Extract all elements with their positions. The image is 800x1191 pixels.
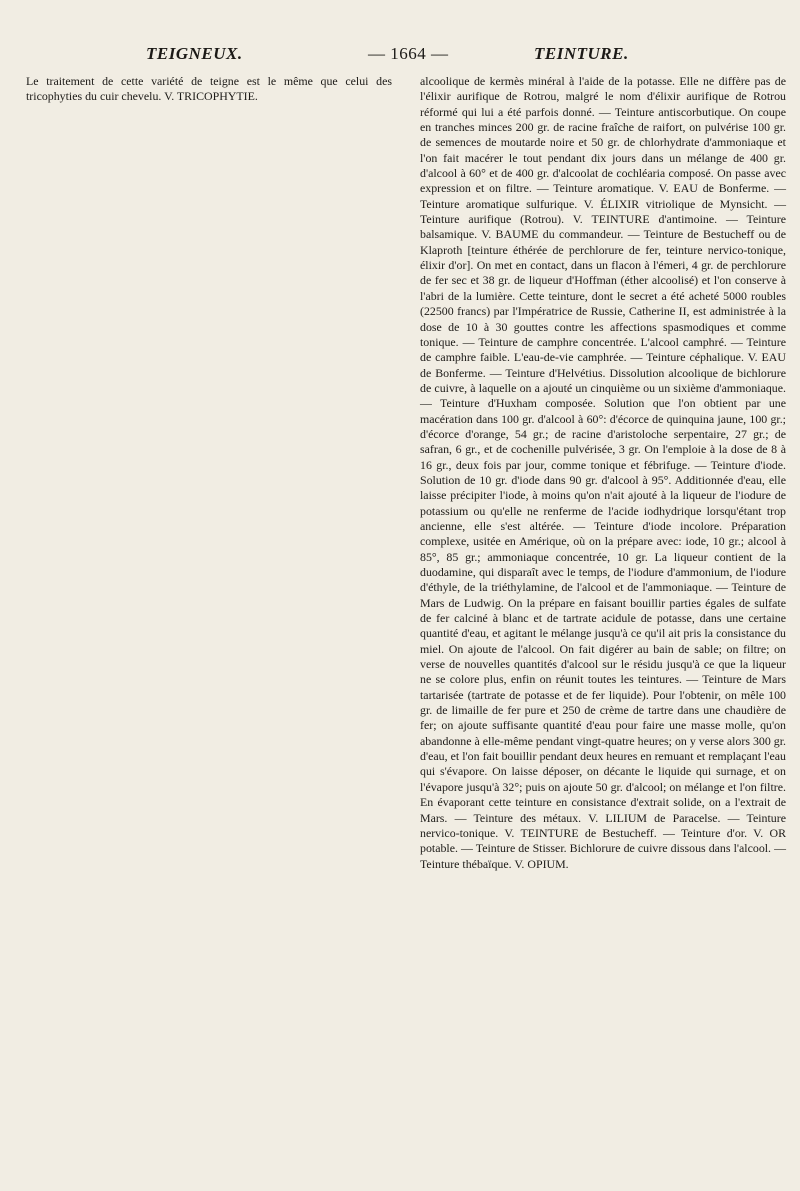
page-number: — 1664 — <box>368 44 449 63</box>
left-column <box>26 74 392 872</box>
text-columns <box>26 74 786 872</box>
paragraph: alcoolique de kermès minéral à l'aide de la potasse. Elle ne diffère pas de l'élixir aurifique de Rotrou, malgré le nom d'élixir aurifique de Rotrou réformé qui lui a été parfois donné. — Teinture antiscorbutique. On coupe en tranches minces 200 gr. de racine fraîche de raifort, on pulvérise 100 gr. de semences de moutarde noire et 50 gr. de chlorhydrate d'ammoniaque et l'on fait macérer le tout pendant dix jours dans un mélange de 400 gr. d'alcool à 60° et de 400 gr. d'alcoolat de cochléaria composé. On passe avec expression et on filtre. — Teinture aromatique. V. EAU de Bonferme. — Teinture aromatique sulfurique. V. ÉLIXIR vitriolique de Mynsicht. — Teinture aurifique (Rotrou). V. TEINTURE d'antimoine. — Teinture balsamique. V. BAUME du commandeur. — Teinture de Bestucheff ou de Klaproth [teinture éthérée de perchlorure de fer, teinture nervico-tonique, élixir d'or]. On met en contact, dans un flacon à l'émeri, 4 gr. de perchlorure de fer sec et 38 gr. de liqueur d'Hoffman (éther alcoolisé) et l'on conserve à l'abri de la lumière. Cette teinture, dont le secret a été acheté 5000 roubles (22500 francs) par l'Impératrice de Russie, Catherine II, est administrée à la dose de 10 à 30 gouttes contre les affections spasmodiques et comme tonique. — Teinture de camphre concentrée. L'alcool camphré. — Teinture de camphre faible. L'eau-de-vie camphrée. — Teinture céphalique. V. EAU de Bonferme. — Teinture d'Helvétius. Dissolution alcoolique de bichlorure de cuivre, à laquelle on a ajouté un cinquième ou un sixième d'ammoniaque. — Teinture d'Huxham composée. Solution que l'on obtient par une macération dans 100 gr. d'alcool à 60°: d'écorce de quinquina jaune, 100 gr.; d'écorce d'orange, 54 gr.; de racine d'aristoloche serpentaire, 27 gr.; de safran, 6 gr., et de cochenille pulvérisée, 3 gr. On l'emploie à la dose de 8 à 16 gr., deux fois par jour, comme tonique et fébrifuge. — Teinture d'iode. Solution de 10 gr. d'iode dans 90 gr. d'alcool à 95°. Additionnée d'eau, elle laisse précipiter l'iode, à moins qu'on n'ait ajouté à la liqueur de l'iodure de potassium ou qu'elle ne renferme de l'acide iodhydrique lorsqu'étant trop ancienne, elle s'est altérée. — Teinture d'iode incolore. Préparation complexe, usitée en Amérique, où on la prépare avec: iode, 10 gr.; alcool à 85°, 85 gr.; ammoniaque concentrée, 10 gr. La liqueur contient de la duodamine, qui disparaît avec le temps, de l'iodure d'ammonium, de l'iodure d'éthyle, de la triéthylamine, de l'alcool et de l'ammoniaque. — Teinture de Mars de Ludwig. On la prépare en faisant bouillir parties égales de sulfate de fer calciné à blanc et de tartrate acidule de potasse, dans une certaine quantité d'eau, et agitant le mélange jusqu'à ce qu'il ait pris la consistance du miel. On ajoute de l'alcool. On fait digérer au bain de sable; on filtre; on verse de nouvelles quantités d'alcool sur le résidu jusqu'à ce que la liqueur ne se colore plus, enfin on réunit toutes les teintures. — Teinture de Mars tartarisée (tartrate de potasse et de fer liquide). Pour l'obtenir, on mêle 100 gr. de limaille de fer pure et 250 de crème de tartre dans une chaudière de fer; on ajoute suffisante quantité d'eau pour faire une masse molle, qu'on abandonne à elle-même pendant vingt-quatre heures; on y verse alors 300 gr. d'eau, et l'on fait bouillir pendant deux heures en remuant et remplaçant l'eau qui s'évapore. On laisse déposer, on décante le liquide qui surnage, et on l'évapore jusqu'à 32°; puis on ajoute 50 gr. d'alcool; on mélange et l'on filtre. En évaporant cette teinture en consistance d'extrait solide, on a l'extrait de Mars. — Teinture des métaux. V. LILIUM de Paracelse. — Teinture nervico-tonique. V. TEINTURE de Bestucheff. — Teinture d'or. V. OR potable. — Teinture de Stisser. Bichlorure de cuivre dissous dans l'alcool. — Teinture thébaïque. V. OPIUM. <box>420 74 786 871</box>
header-left-word: TEIGNEUX. <box>146 44 243 63</box>
running-head <box>0 44 800 70</box>
paragraph: Le traitement de cette variété de teigne est le même que celui des tricophyties du cuir chevelu. V. TRICOPHYTIE. <box>26 74 392 104</box>
right-column <box>420 74 786 872</box>
header-right-word: TEINTURE. <box>534 44 629 63</box>
